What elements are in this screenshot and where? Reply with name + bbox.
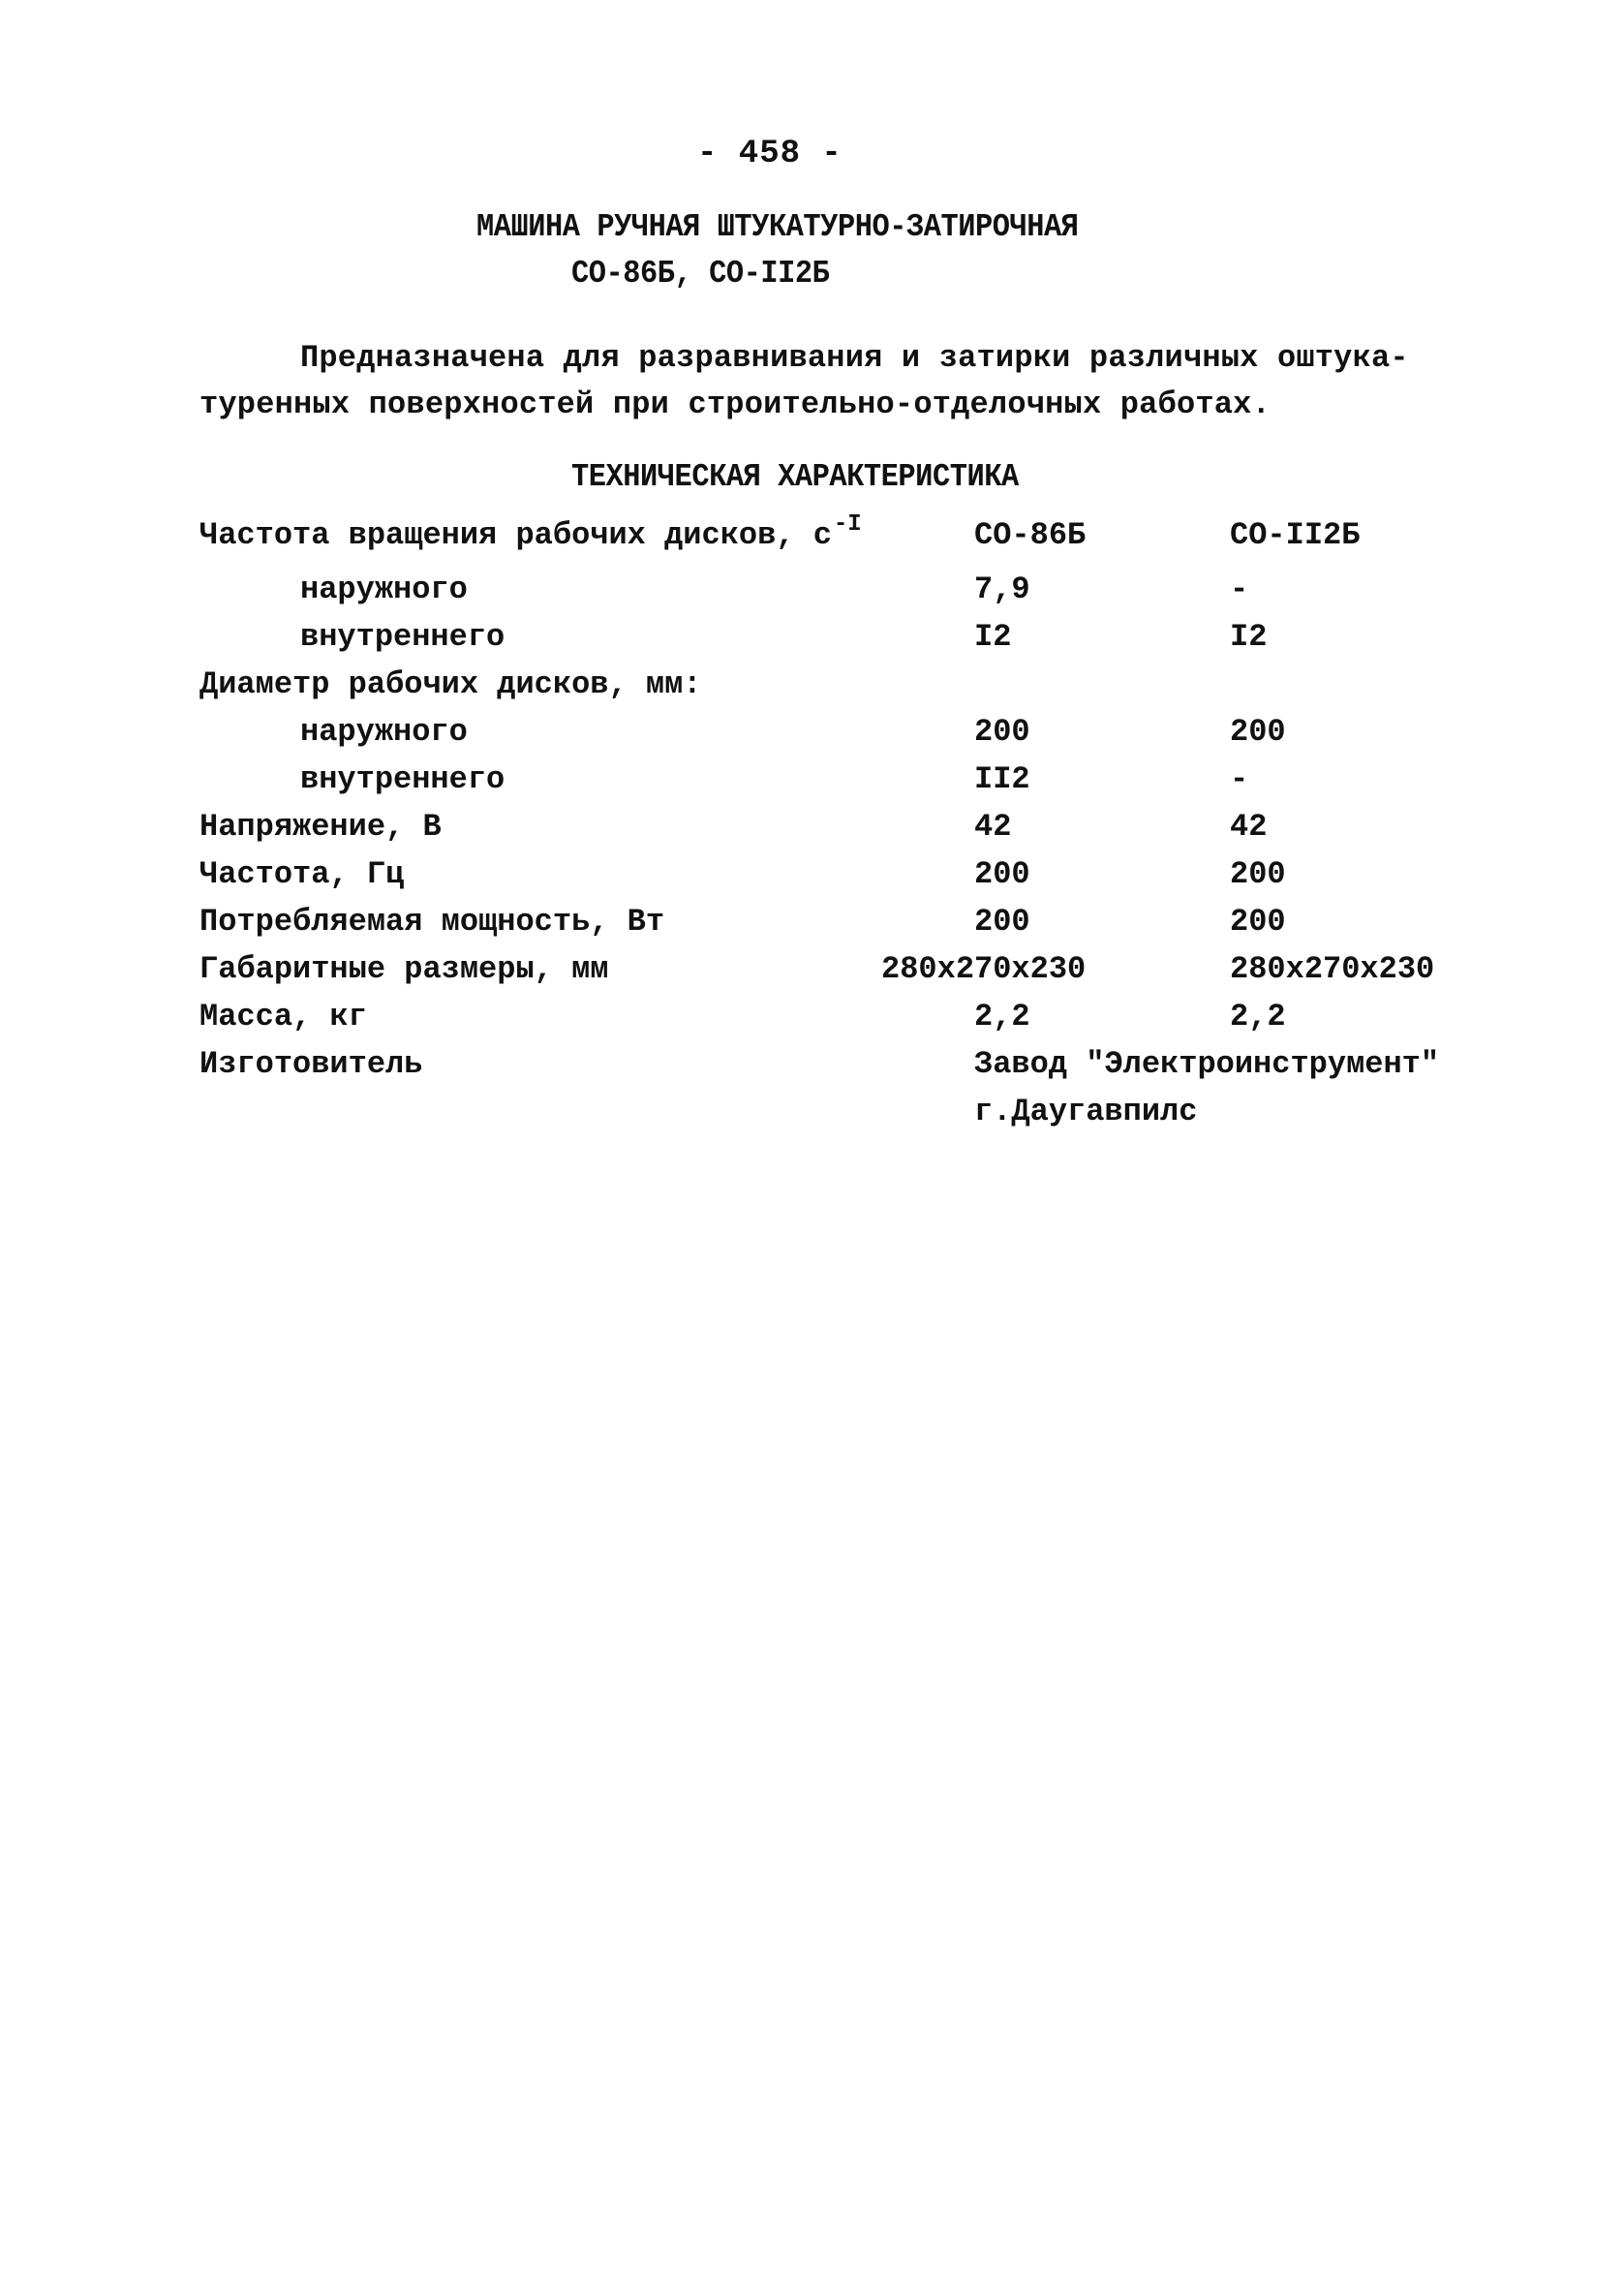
spec-row-value-1: 42 bbox=[974, 809, 1012, 845]
spec-row-value-1: 2,2 bbox=[974, 999, 1030, 1035]
intro-paragraph bbox=[199, 335, 1468, 428]
spec-row-value-2: I2 bbox=[1230, 619, 1268, 655]
rotation-speed-label-text: Частота вращения рабочих дисков, с bbox=[199, 517, 832, 553]
spec-row bbox=[199, 619, 1478, 666]
spec-row-value-1: 7,9 bbox=[974, 572, 1030, 607]
manufacturer-city: г.Даугавпилс bbox=[974, 1094, 1198, 1129]
spec-row bbox=[199, 1046, 1478, 1094]
spec-row bbox=[199, 761, 1478, 809]
spec-heading: ТЕХНИЧЕСКАЯ ХАРАКТЕРИСТИКА bbox=[571, 459, 1019, 495]
model-2-header: СО-II2Б bbox=[1230, 517, 1361, 553]
spec-row-value-1: 200 bbox=[974, 714, 1030, 750]
spec-row-value-1: 200 bbox=[974, 856, 1030, 892]
spec-row-label: Диаметр рабочих дисков, мм: bbox=[199, 666, 702, 702]
spec-row bbox=[199, 999, 1478, 1046]
spec-row-label: Масса, кг bbox=[199, 999, 367, 1035]
spec-row-label: Напряжение, В bbox=[199, 809, 442, 845]
page-number: - 458 - bbox=[697, 136, 843, 172]
spec-row-label: наружного bbox=[300, 572, 468, 607]
spec-row-value-2: 200 bbox=[1230, 904, 1286, 940]
spec-row bbox=[199, 714, 1478, 761]
spec-row-label: Габаритные размеры, мм bbox=[199, 951, 609, 987]
spec-row bbox=[199, 904, 1478, 951]
spec-row-value-2: 200 bbox=[1230, 714, 1286, 750]
manufacturer-name: Завод "Электроинструмент" bbox=[974, 1046, 1440, 1082]
unit-exponent: -I bbox=[833, 511, 862, 538]
intro-line-1 bbox=[199, 335, 1468, 382]
spec-row bbox=[199, 951, 1478, 999]
spec-row-label: внутреннего bbox=[300, 761, 506, 797]
rotation-speed-label bbox=[199, 511, 862, 553]
spec-row-label: Потребляемая мощность, Вт bbox=[199, 904, 665, 940]
spec-row-value-2: - bbox=[1230, 572, 1249, 607]
spec-row-label: Частота, Гц bbox=[199, 856, 405, 892]
spec-row-value-2: 2,2 bbox=[1230, 999, 1286, 1035]
spec-row bbox=[199, 809, 1478, 856]
model-1-header: СО-86Б bbox=[974, 517, 1087, 553]
spec-row-value-2: 42 bbox=[1230, 809, 1268, 845]
spec-row-value-2: - bbox=[1230, 761, 1249, 797]
spec-row-value-2: 200 bbox=[1230, 856, 1286, 892]
spec-header-row bbox=[199, 511, 1478, 572]
spec-row-label: внутреннего bbox=[300, 619, 506, 655]
spec-row bbox=[199, 572, 1478, 619]
spec-row bbox=[199, 1094, 1478, 1141]
document-title-line-2: СО-86Б, СО-II2Б bbox=[571, 256, 830, 292]
document-title-line-1: МАШИНА РУЧНАЯ ШТУКАТУРНО-ЗАТИРОЧНАЯ bbox=[476, 209, 1079, 245]
spec-row bbox=[199, 666, 1478, 714]
spec-row-value-2: 280х270х230 bbox=[1230, 951, 1435, 987]
spec-row-label: Изготовитель bbox=[199, 1046, 423, 1082]
spec-row-value-1: 200 bbox=[974, 904, 1030, 940]
spec-row-value-1: I2 bbox=[974, 619, 1012, 655]
spec-table bbox=[199, 511, 1478, 1141]
spec-row bbox=[199, 856, 1478, 904]
spec-row-value-1: II2 bbox=[974, 761, 1030, 797]
intro-line-1-text: Предназначена для разравнивания и затирки различных оштука- bbox=[300, 340, 1409, 376]
spec-row-label: наружного bbox=[300, 714, 468, 750]
intro-line-2: туренных поверхностей при строительно-отделочных работах. bbox=[199, 386, 1271, 422]
spec-row-value-1: 280х270х230 bbox=[881, 951, 1087, 987]
